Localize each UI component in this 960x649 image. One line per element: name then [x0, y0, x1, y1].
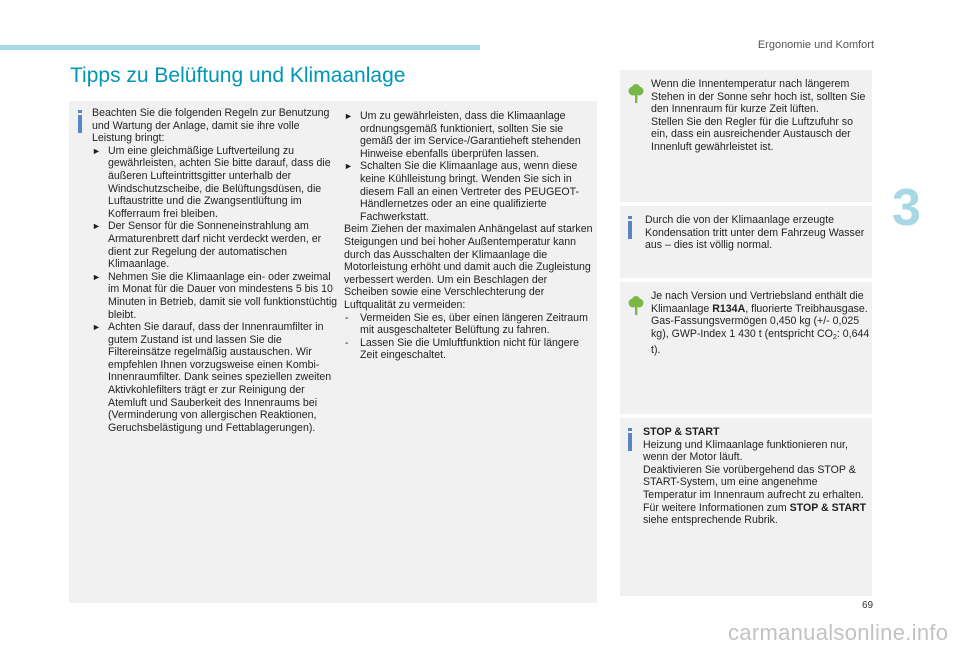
- intro-text: Beachten Sie die folgenden Regeln zur Benutzung und Wartung der Anlage, damit sie ihre volle Leistung bringt:: [92, 107, 330, 145]
- towing-paragraph: Beim Ziehen der maximalen Anhängelast auf starken Steigungen und bei hoher Außentemperatur kann durch das Ausschalten der Klimaanlage die Motorleistung erhöht und damit auch die Zugleistung verbessert werden. Um ein Beschlagen der Scheiben sowie eine Verschlechterung der Luftqualität zu vermeiden:: [344, 223, 593, 311]
- main-column-2: [344, 110, 594, 362]
- arrow-bullet-icon: ►: [92, 221, 101, 232]
- list-item: - Lassen Sie die Umluftfunktion nicht für längere Zeit eingeschaltet.: [345, 336, 580, 362]
- info-icon: [628, 221, 632, 239]
- tree-eco-icon: [628, 84, 644, 104]
- list-item: ► Um eine gleichmäßige Luftverteilung zu gewährleisten, achten Sie bitte darauf, dass die äußeren Lufteintrittsgitter unterhalb der Windschutzscheibe, die Belüftungsdüsen, die Luftaustritte und die Zwangsentlüftung im Kofferraum frei bleiben.: [92, 144, 331, 220]
- arrow-bullet-icon: ►: [344, 161, 353, 172]
- arrow-bullet-icon: ►: [92, 322, 101, 333]
- list-item: - Vermeiden Sie es, über einen längeren Zeitraum mit ausgeschalteter Belüftung zu fahren.: [345, 311, 588, 337]
- condensation-text: Durch die von der Klimaanlage erzeugte Kondensation tritt unter dem Fahrzeug Wasser aus – dies ist völlig normal.: [645, 214, 865, 252]
- list-item: ► Der Sensor für die Sonneneinstrahlung am Armaturenbrett darf nicht verdeckt werden, er dient zur Regelung der automatischen Klimaanlage.: [92, 220, 322, 271]
- info-icon: [628, 433, 632, 451]
- stop-start-heading: STOP & START: [643, 426, 720, 438]
- arrow-bullet-icon: ►: [92, 145, 101, 156]
- main-column-1: [92, 107, 342, 434]
- arrow-bullet-icon: ►: [92, 271, 101, 282]
- stop-start-text: STOP & START Heizung und Klimaanlage funktionieren nur, wenn der Motor läuft. Deaktivieren Sie vorübergehend das STOP & START-System, um eine angenehme Temperatur im Innenraum aufrecht zu erhalten. Für weitere Informationen zum STOP & START siehe entsprechende Rubrik.: [643, 426, 869, 527]
- info-icon: [78, 115, 82, 133]
- header-accent-bar: [0, 45, 480, 50]
- list-item: ► Achten Sie darauf, dass der Innenraumfilter in gutem Zustand ist und lassen Sie die Filtereinsätze regelmäßig austauschen. Wir empfehlen Ihnen vorzugsweise einen Kombi-Innenraumfilter. Dank seines speziellen zweiten Aktivkohlefilters trägt er zur Reinigung der Atemluft und Sauberkeit des Innenraums bei (Verminderung von allergischen Reaktionen, Geruchsbelästigung und Fettablagerungen).: [92, 321, 332, 434]
- section-label: Ergonomie und Komfort: [757, 39, 874, 51]
- watermark: carmanualsonline.info: [728, 620, 949, 645]
- list-item: ► Nehmen Sie die Klimaanlage ein- oder zweimal im Monat für die Dauer von mindestens 5 bis 10 Minuten in Betrieb, damit sie voll funktionstüchtig bleibt.: [92, 270, 338, 321]
- tree-eco-icon: [628, 296, 644, 316]
- arrow-bullet-icon: ►: [344, 111, 353, 121]
- refrigerant-text: Je nach Version und Vertriebsland enthält die Klimaanlage R134A, fluorierte Treibhausgase. Gas-Fassungsvermögen 0,450 kg (+/- 0,025 kg), GWP-Index 1 430 t (entspricht $CO_2$: 0,644 t).: [651, 290, 870, 357]
- page-number: 69: [862, 600, 874, 611]
- eco-tip-text-1: Wenn die Innentemperatur nach längerem Stehen in der Sonne sehr hoch ist, sollten Sie den Innenraum für kurze Zeit lüften. Stellen Sie den Regler für die Luftzufuhr so ein, dass ein ausreichender Austausch der Innenluft gewährleistet ist.: [651, 78, 866, 153]
- chapter-number: 3: [892, 179, 921, 237]
- page-title: Tipps zu Belüftung und Klimaanlage: [70, 64, 406, 87]
- list-item: ► Um zu gewährleisten, dass die Klimaanlage ordnungsgemäß funktioniert, sollten Sie sie gemäß der im Service-/Garantieheft stehenden Hinweise ebenfalls überprüfen lassen.: [344, 110, 581, 160]
- list-item: ► Schalten Sie die Klimaanlage aus, wenn diese keine Kühlleistung bringt. Wenden Sie sich in diesem Fall an einen Vertreter des PEUGEOT-Händlernetzes oder an eine qualifizierte Fachwerkstatt.: [344, 160, 580, 223]
